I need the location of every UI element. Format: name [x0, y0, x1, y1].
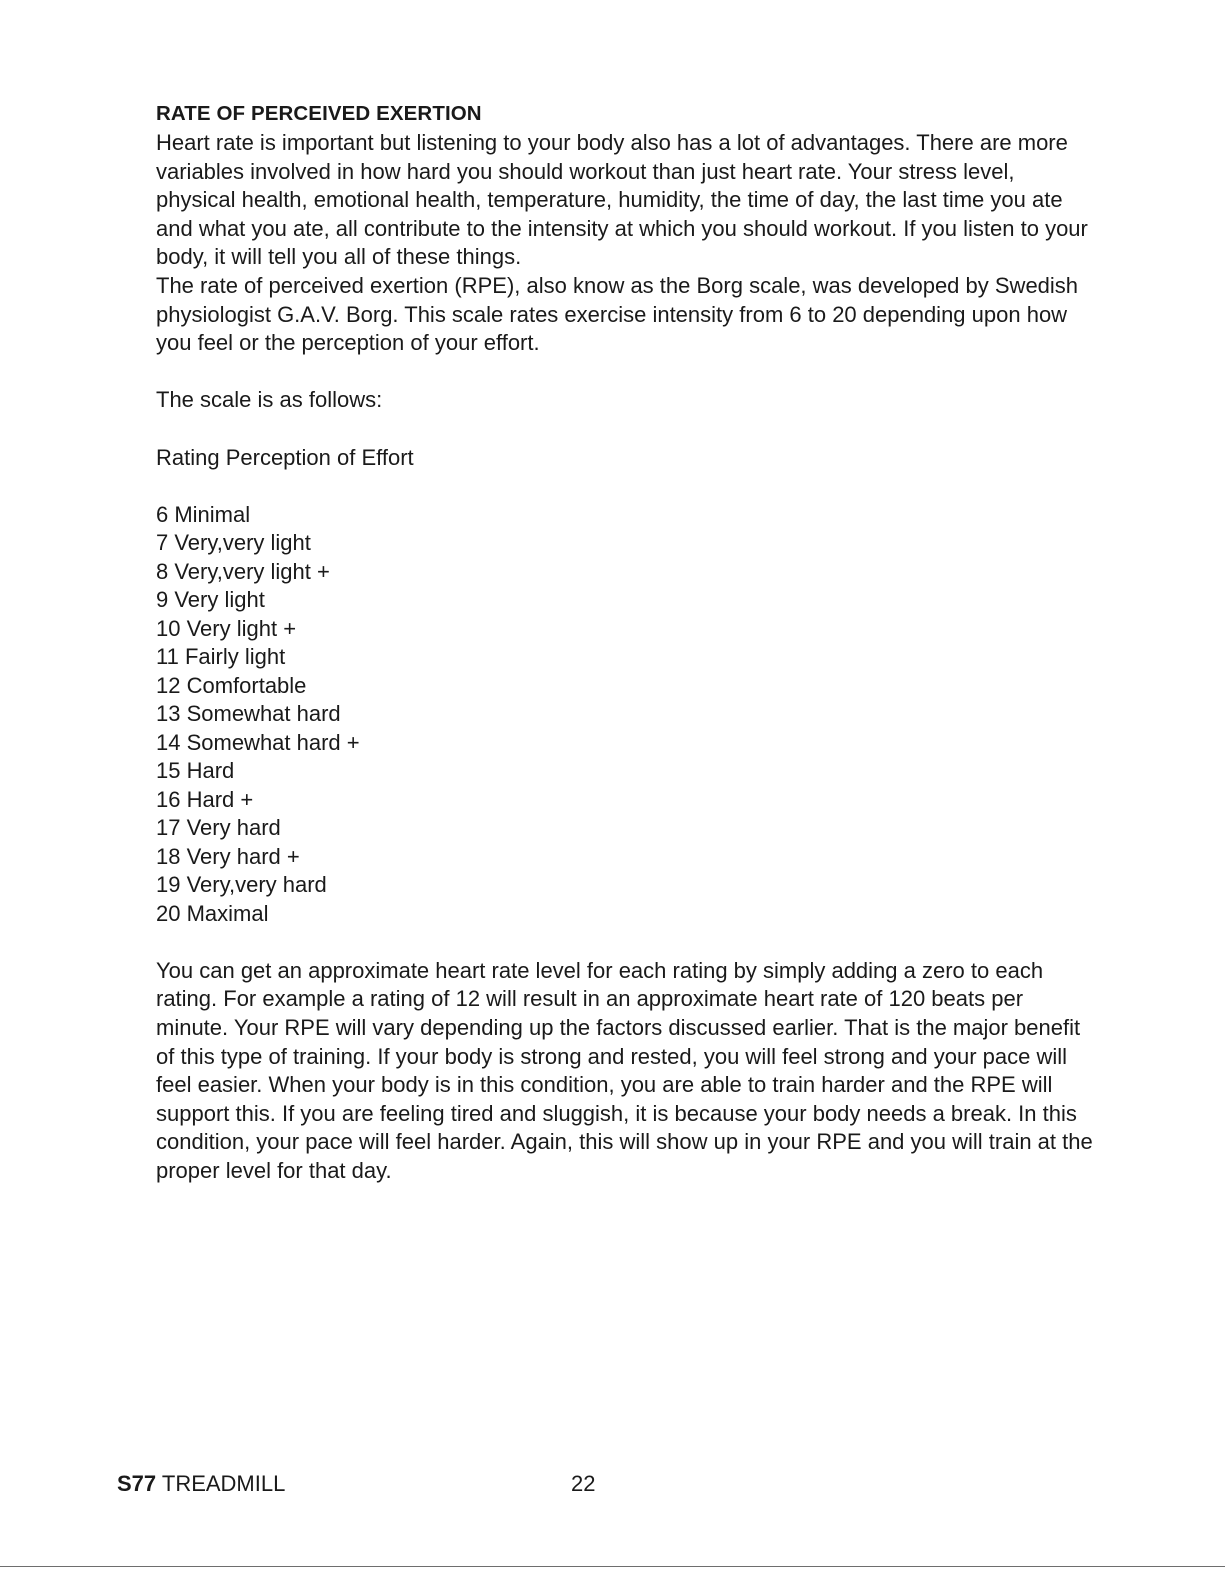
scale-item: 16 Hard + [156, 786, 254, 812]
footer-model: S77 [117, 1471, 157, 1496]
footer-product: TREADMILL [161, 1471, 286, 1496]
footer-brand [117, 1470, 285, 1498]
section-heading: RATE OF PERCEIVED EXERTION [156, 102, 482, 125]
scale-item: 11 Fairly light [156, 644, 286, 670]
spacer [156, 415, 1096, 444]
scale-item: 8 Very,very light + [156, 558, 330, 584]
closing-paragraph: You can get an approximate heart rate level for each rating by simply adding a zero to each rating. For example a rating of 12 will result in an approximate heart rate of 120 beats per minute. Your RPE will vary depending up the factors discussed earlier. That is the major benefit of this type of training. If your body is strong and rested, you will feel strong and your pace will feel easier. When your body is in this condition, you are able to train harder and the RPE will support this. If you are feeling tired and sluggish, it is because your body needs a break. In this condition, your pace will feel harder. Again, this will show up in your RPE and you will train at the proper level for that day. [156, 957, 1093, 1183]
scale-item: 7 Very,very light [156, 530, 311, 556]
scale-item: 20 Maximal [156, 900, 269, 926]
scale-item: 14 Somewhat hard + [156, 729, 360, 755]
scale-item: 19 Very,very hard [156, 872, 327, 898]
rpe-scale-list [156, 501, 1096, 929]
scale-item: 9 Very light [156, 587, 265, 613]
scale-header: Rating Perception of Effort [156, 444, 414, 470]
spacer [156, 928, 1096, 957]
page-content [156, 100, 1096, 1186]
scale-item: 15 Hard [156, 758, 235, 784]
scale-item: 18 Very hard + [156, 843, 300, 869]
scale-item: 17 Very hard [156, 815, 281, 841]
scale-item: 6 Minimal [156, 501, 251, 527]
scale-item: 12 Comfortable [156, 672, 307, 698]
spacer [156, 472, 1096, 501]
rpe-paragraph: The rate of perceived exertion (RPE), also know as the Borg scale, was developed by Swedish physiologist G.A.V. Borg. This scale rates exercise intensity from 6 to 20 depending upon how you feel or the perception of your effort. [156, 272, 1079, 356]
page-number: 22 [571, 1471, 596, 1496]
scale-intro: The scale is as follows: [156, 387, 383, 413]
bottom-border-line [0, 1566, 1225, 1567]
intro-paragraph: Heart rate is important but listening to your body also has a lot of advantages. There are more variables involved in how hard you should workout than just heart rate. Your stress level, physical health, emotional health, temperature, humidity, the time of day, the last time you ate and what you ate, all contribute to the intensity at which you should workout. If you listen to your body, it will tell you all of these things. [156, 130, 1088, 270]
scale-item: 10 Very light + [156, 615, 297, 641]
scale-item: 13 Somewhat hard [156, 701, 341, 727]
spacer [156, 358, 1096, 387]
